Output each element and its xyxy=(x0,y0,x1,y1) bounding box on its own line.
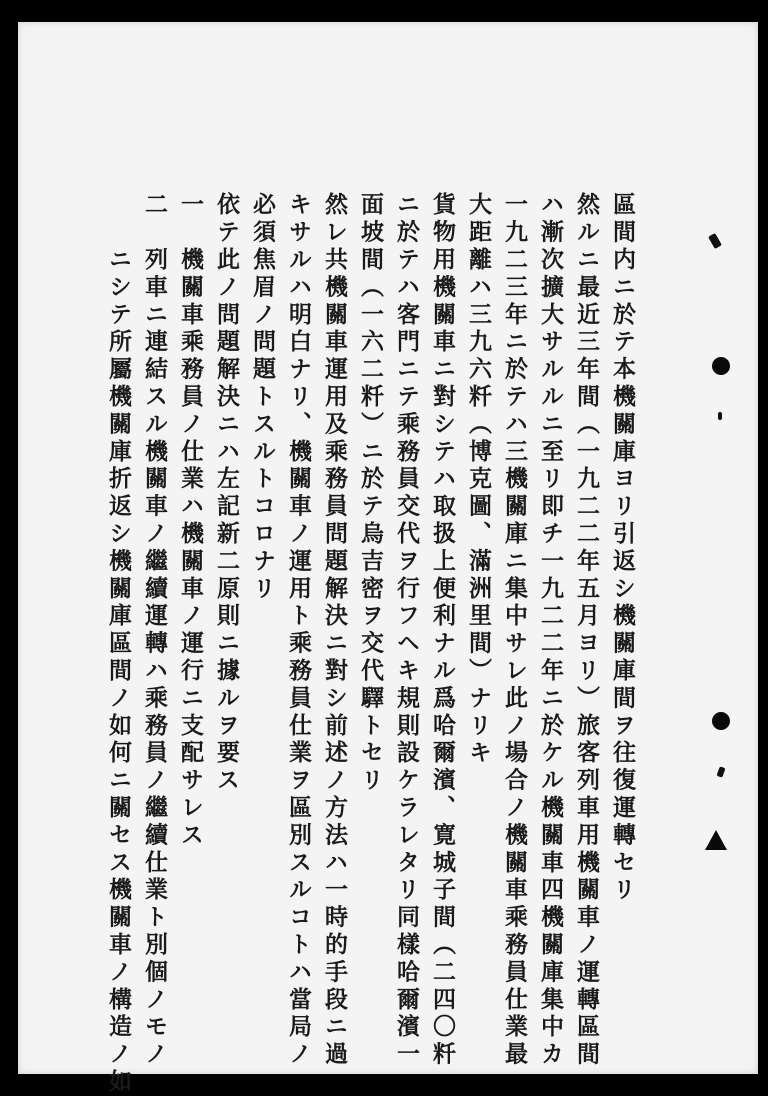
text-column-14: 二 列車ニ連結スル機關車ノ繼續運轉ハ乘務員ノ繼續仕業ト別個ノモノ xyxy=(141,192,168,1069)
text-column-6: 貨物用機關車ニ對シテハ取扱上便利ナル爲哈爾濱、寛城子間（二四〇粁 xyxy=(429,192,456,1069)
text-column-10: キサルハ明白ナリ、機關車ノ運用ト乘務員仕業ヲ區別スルコトハ當局ノ xyxy=(285,192,312,1069)
binding-marker-triangle xyxy=(705,830,727,850)
text-column-5: 大距離ハ三九六粁（博克圖、滿洲里間）ナリキ xyxy=(465,192,492,768)
text-column-12: 依テ此ノ問題解決ニハ左記新二原則ニ據ルヲ要ス xyxy=(213,192,240,795)
ink-speck xyxy=(716,766,725,777)
text-column-1: 區間内ニ於テ本機關庫ヨリ引返シ機關庫間ヲ往復運轉セリ xyxy=(609,192,636,905)
text-column-3: ハ漸次擴大サルルニ至リ即チ一九二二年ニ於ケル機關車四機關庫集中カ xyxy=(537,192,564,1069)
text-column-7: ニ於テハ客門ニテ乘務員交代ヲ行フヘキ規則設ケラレタリ同樣哈爾濱一 xyxy=(393,192,420,1069)
binding-hole-bottom xyxy=(712,712,730,730)
binding-hole-top xyxy=(712,357,730,375)
text-column-13: 一 機關車乘務員ノ仕業ハ機關車ノ運行ニ支配サレス xyxy=(177,192,204,850)
document-page xyxy=(18,22,758,1096)
text-column-2: 然ルニ最近三年間（一九二二年五月ヨリ）旅客列車用機關車ノ運轉區間 xyxy=(573,192,600,1069)
text-column-11: 必須焦眉ノ問題トスルトコロナリ xyxy=(249,192,276,603)
text-column-15: ニシテ所屬機關庫折返シ機關庫區間ノ如何ニ關セス機關車ノ構造ノ如 xyxy=(105,192,132,1096)
text-column-4: 一九二三年ニ於テハ三機關庫ニ集中サレ此ノ場合ノ機關車乘務員仕業最 xyxy=(501,192,528,1069)
text-column-8: 面坡間（一六二粁）ニ於テ烏吉密ヲ交代驛トセリ xyxy=(357,192,384,795)
text-column-9: 然レ共機關車運用及乘務員問題解決ニ對シ前述ノ方法ハ一時的手段ニ過 xyxy=(321,192,348,1069)
ink-speck xyxy=(708,233,722,249)
ink-speck xyxy=(718,412,722,420)
